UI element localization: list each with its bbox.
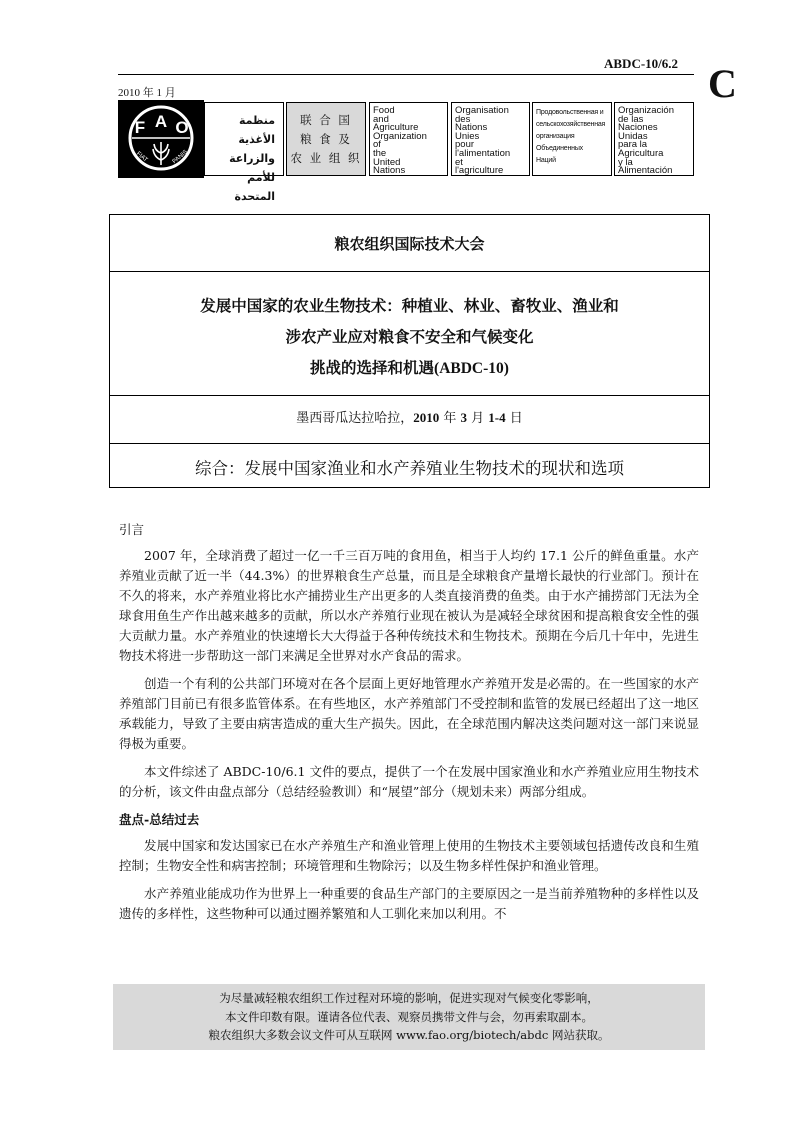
paragraph: 2007 年，全球消费了超过一亿一千三百万吨的食用鱼，相当于人均约 17.1 公斤的鲜鱼重量。水产养殖业贡献了近一半（44.3%）的世界粮食生产总量，而且是全球粮食产量增长最快的行业部门。预计在不久的将来，水产养殖业将比水产捕捞业生产出更多的人类直接消费的鱼类。由于水产捕捞部门无法为全球食用鱼生产作出越来越多的贡献，所以水产养殖行业现在被认为是减轻全球贫困和提高粮食安全性的强大贡献力量。水产养殖业的快速增长大大得益于各种传统技术和生物技术。预期在今后几十年中，先进生物技术将进一步帮助这一部门来满足全世界对水产食品的需求。 <box>119 548 699 663</box>
conference-title-line: 挑战的选择和机遇 <box>310 359 435 377</box>
org-name-chinese-text: 联 合 国 粮 食 及 农 业 组 织 <box>290 113 362 165</box>
language-letter: C <box>708 61 737 106</box>
fao-logo <box>118 100 204 178</box>
place-month-suffix: 月 <box>467 411 489 426</box>
org-name-arabic <box>204 102 284 203</box>
place-month: 3 <box>460 410 468 425</box>
org-name-english-text: Food and Agriculture Organization of the United Nations <box>373 105 427 177</box>
org-name-russian <box>532 102 612 176</box>
place-days: 1-4 <box>488 410 506 425</box>
org-name-spanish <box>614 102 694 176</box>
logo-letter: A <box>154 112 168 131</box>
conference-place-date <box>110 407 709 426</box>
org-name-spanish-text: Organización de las Naciones Unidas para la Agricultura y la Alimentación <box>618 105 674 177</box>
section-heading-intro: 引言 <box>119 522 145 537</box>
org-name-english <box>369 102 448 176</box>
footer-line: 粮农组织大多数会议文件可从互联网 www.fao.org/biotech/abdc 网站获取。 <box>208 1028 610 1042</box>
divider <box>110 443 709 444</box>
place-days-suffix: 日 <box>505 411 523 426</box>
footer-line: 本文件印数有限。谨请各位代表、观察员携带文件与会，勿再索取副本。 <box>225 1009 593 1024</box>
place-prefix: 墨西哥瓜达拉哈拉， <box>296 411 414 426</box>
document-subject: 综合：发展中国家渔业和水产养殖业生物技术的现状和选项 <box>195 459 624 478</box>
footer-notice <box>113 984 705 1050</box>
conference-code: (ABDC-10) <box>434 360 509 377</box>
conference-name: 粮农组织国际技术大会 <box>334 235 485 253</box>
paragraph: 发展中国家和发达国家已在水产养殖生产和渔业管理上使用的生物技术主要领域包括遗传改良和生殖控制；生物安全性和病害控制；环境管理和生物除污；以及生物多样性保护和渔业管理。 <box>119 838 699 873</box>
conference-title <box>110 291 709 384</box>
conference-title-line: 发展中国家的农业生物技术：种植业、林业、畜牧业、渔业和 <box>200 297 619 315</box>
header-rule <box>118 74 694 75</box>
paragraph: 创造一个有利的公共部门环境对在各个层面上更好地管理水产养殖开发是必需的。在一些国家的水产养殖部门目前已有很多监管体系。在有些地区，水产养殖部门不受控制和监管的发展已经超出了这一地区承载能力，导致了主要由病害造成的重大生产损失。因此，在全球范围内解决这类问题对这一部门来说显得极为重要。 <box>119 676 699 751</box>
conference-box <box>109 214 710 488</box>
logo-motto: PANIS <box>171 149 190 166</box>
conference-title-line: 涉农产业应对粮食不安全和气候变化 <box>285 328 534 346</box>
paragraph: 本文件综述了 ABDC-10/6.1 文件的要点，提供了一个在发展中国家渔业和水产养殖业应用生物技术的分析，该文件由盘点部分（总结经验教训）和“展望”部分（规划未来）两部分组成。 <box>119 764 699 799</box>
place-year-suffix: 年 <box>439 411 461 426</box>
paragraph: 水产养殖业能成功作为世界上一种重要的食品生产部门的主要原因之一是当前养殖物种的多样性以及遗传的多样性，这些物种可以通过圈养繁殖和人工驯化来加以利用。不 <box>119 886 699 921</box>
document-date: 2010 年 1 月 <box>118 87 176 99</box>
document-code: ABDC-10/6.2 <box>604 56 679 71</box>
logo-letter: F <box>134 118 146 137</box>
footer-line: 为尽量减轻粮农组织工作过程对环境的影响，促进实现对气候变化零影响， <box>219 991 599 1005</box>
divider <box>110 395 709 396</box>
section-heading-stocktaking: 盘点-总结过去 <box>119 812 200 827</box>
org-name-chinese <box>286 102 366 176</box>
body-text <box>119 520 699 932</box>
place-year: 2010 <box>413 410 440 425</box>
divider <box>110 271 709 272</box>
org-name-arabic-text: منظمة الأغذية والزراعة للأمم المتحدة <box>229 114 275 203</box>
logo-motto: FIAT <box>134 150 149 164</box>
org-name-french-text: Organisation des Nations Unies pour l'alimentation et l'agriculture <box>455 105 511 177</box>
org-name-russian-text: Продовольственная и сельскохозяйственная организация Объединенных Наций <box>536 109 606 164</box>
org-name-french <box>451 102 530 176</box>
logo-letter: O <box>175 118 189 137</box>
